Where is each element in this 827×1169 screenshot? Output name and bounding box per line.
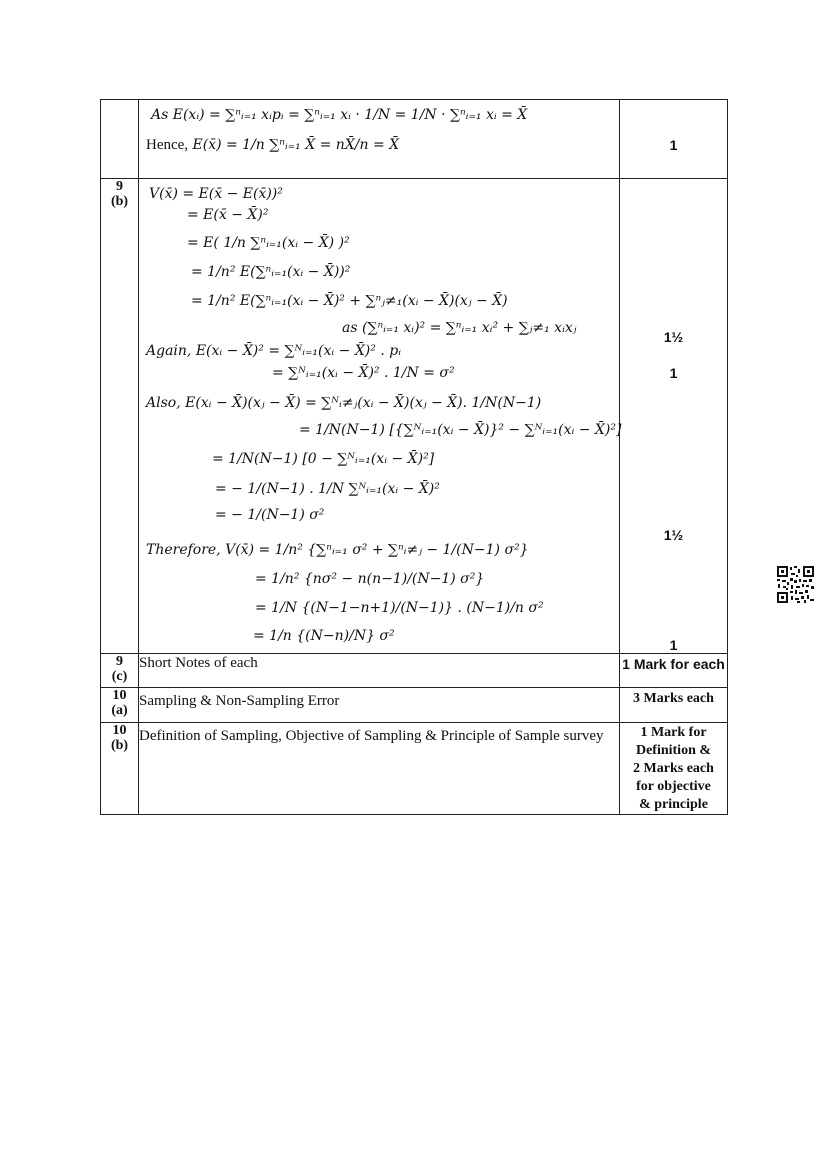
mark-value: 1½ — [663, 329, 684, 345]
math-line: = − 1/(N−1) . 1/N ∑ᴺᵢ₌₁(xᵢ − X̄)² — [215, 481, 440, 497]
answer-cell — [139, 179, 620, 654]
math-line: = 1/n² E(∑ⁿᵢ₌₁(xᵢ − X̄))² — [191, 264, 351, 280]
marks-cell — [620, 179, 728, 654]
math-line: = E(x̄ − X̄)² — [187, 207, 269, 223]
mark-value: 1½ — [663, 527, 684, 543]
question-number: 9 — [116, 654, 123, 669]
mark-value: 1 — [669, 365, 678, 381]
marking-scheme-table — [100, 99, 728, 815]
mark-line: 1 Mark for — [640, 725, 707, 740]
mark-line: Definition & — [635, 743, 712, 758]
marks-cell: 3 Marks each — [620, 688, 728, 723]
math-line: Again, E(xᵢ − X̄)² = ∑ᴺᵢ₌₁(xᵢ − X̄)² . pᵢ — [146, 343, 402, 359]
question-number-cell — [101, 179, 139, 654]
math-line: Therefore, V(x̄) = 1/n² {∑ⁿᵢ₌₁ σ² + ∑ⁿᵢ≠ⱼ − 1/(N−1) σ²} — [146, 542, 529, 558]
math-line: = ∑ᴺᵢ₌₁(xᵢ − X̄)² . 1/N = σ² — [272, 365, 455, 381]
math-line: As E(xᵢ) = ∑ⁿᵢ₌₁ xᵢpᵢ = ∑ⁿᵢ₌₁ xᵢ · 1/N = 1/N · ∑ⁿᵢ₌₁ xᵢ = X̄ — [151, 107, 528, 123]
answer-cell: Sampling & Non-Sampling Error — [139, 688, 620, 723]
math-line: V(x̄) = E(x̄ − E(x̄))² — [149, 186, 283, 202]
line-prefix: Hence, — [146, 137, 189, 153]
mark-value: 1 — [669, 637, 678, 653]
question-part: (b) — [110, 738, 129, 753]
answer-cell: Short Notes of each — [139, 654, 620, 688]
marks-cell: 1 Mark for each — [620, 654, 728, 688]
table-row — [101, 723, 728, 815]
table-row — [101, 179, 728, 654]
math-line: = 1/N {(N−1−n+1)/(N−1)} . (N−1)/n σ² — [255, 600, 544, 616]
math-line: E(x̄) = 1/n ∑ⁿᵢ₌₁ X̄ = nX̄/n = X̄ — [192, 137, 400, 153]
question-part: (a) — [111, 703, 128, 718]
math-line: = E( 1/n ∑ⁿᵢ₌₁(xᵢ − X̄) )² — [187, 235, 350, 251]
mark-line: 2 Marks each — [633, 761, 714, 776]
answer-cell: Definition of Sampling, Objective of Sampling & Principle of Sample survey — [139, 723, 620, 815]
math-line: = 1/n² {nσ² − n(n−1)/(N−1) σ²} — [255, 571, 485, 587]
question-number-cell — [101, 723, 139, 815]
answer-cell — [139, 100, 620, 179]
question-part: (c) — [111, 669, 128, 684]
math-line: = 1/n {(N−n)/N} σ² — [253, 628, 395, 644]
table-row — [101, 688, 728, 723]
math-line: as (∑ⁿᵢ₌₁ xᵢ)² = ∑ⁿᵢ₌₁ xᵢ² + ∑ⱼ≠₁ xᵢxⱼ — [342, 320, 577, 336]
table-row — [101, 654, 728, 688]
question-part: (b) — [110, 194, 129, 209]
question-number: 10 — [112, 723, 127, 738]
question-number: 9 — [116, 179, 123, 194]
marks-cell — [620, 100, 728, 179]
question-number-cell — [101, 688, 139, 723]
math-line: = − 1/(N−1) σ² — [215, 507, 325, 523]
marks-cell — [620, 723, 728, 815]
mark-value: 1 — [669, 137, 678, 153]
math-line: Also, E(xᵢ − X̄)(xⱼ − X̄) = ∑ᴺᵢ≠ⱼ(xᵢ − X̄)(xⱼ − X̄). 1/N(N−1) — [146, 395, 542, 411]
table-row — [101, 100, 728, 179]
question-number: 10 — [112, 688, 127, 703]
question-number-cell — [101, 100, 139, 179]
mark-line: for objective — [636, 779, 711, 794]
math-line: = 1/n² E(∑ⁿᵢ₌₁(xᵢ − X̄)² + ∑ⁿⱼ≠₁(xᵢ − X̄)(xⱼ − X̄) — [191, 293, 508, 309]
math-line: = 1/N(N−1) [{∑ᴺᵢ₌₁(xᵢ − X̄)}² − ∑ᴺᵢ₌₁(xᵢ − X̄)²] — [299, 422, 622, 438]
mark-line: & principle — [639, 797, 708, 812]
qr-code-icon[interactable] — [777, 566, 814, 603]
question-number-cell — [101, 654, 139, 688]
math-line: = 1/N(N−1) [0 − ∑ᴺᵢ₌₁(xᵢ − X̄)²] — [212, 451, 435, 467]
